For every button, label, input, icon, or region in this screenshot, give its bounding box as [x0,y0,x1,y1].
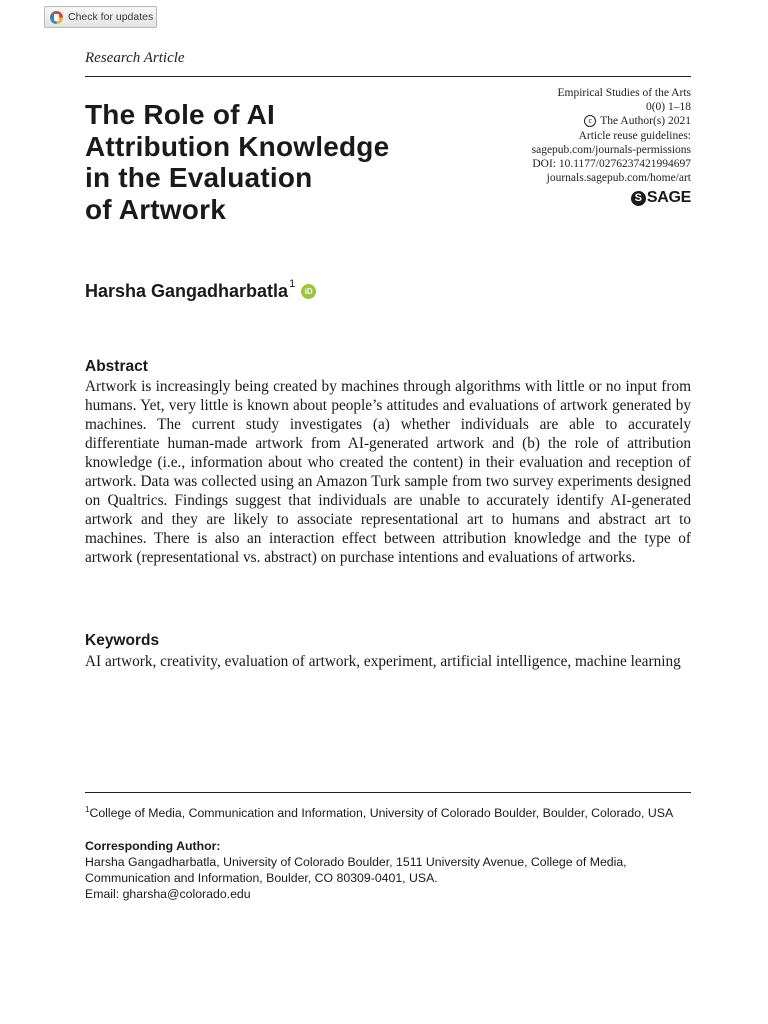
author-affiliation-mark: 1 [289,278,296,290]
header-rule [85,76,691,77]
keywords-text: AI artwork, creativity, evaluation of artwork, experiment, artificial intelligence, machine learning [85,653,681,670]
copyright-line [532,114,691,128]
abstract-heading: Abstract [85,358,148,375]
affiliation-text: College of Media, Communication and Information, University of Colorado Boulder, Boulder, Colorado, USA [89,806,674,821]
copyright-text: The Author(s) 2021 [600,115,691,128]
footnote-rule [85,792,691,793]
journal-home-link[interactable]: journals.sagepub.com/home/art [546,172,691,185]
corresponding-author [85,838,691,902]
journal-name: Empirical Studies of the Arts [557,87,691,99]
title-line: The Role of AI [85,99,275,130]
title-line: Attribution Knowledge [85,130,390,162]
affiliation-footnote [85,802,691,821]
title-line: of Artwork [85,193,226,225]
sage-logo [631,189,691,207]
title-line: in the Evaluation [85,162,313,193]
issue-pages: 0(0) 1–18 [645,101,691,114]
check-for-updates-label: Check for updates [68,11,154,23]
orcid-icon[interactable]: iD [301,284,316,299]
article-title [85,99,475,225]
sage-wordmark: SAGE [646,189,691,206]
reuse-label: Article reuse guidelines: [578,129,691,142]
corresponding-address: Harsha Gangadharbatla, University of Colorado Boulder, 1511 University Avenue, College of Media, Communication and Information, Boulder, CO 80309-0401, USA. [85,855,627,885]
doi-link[interactable]: DOI: 10.1177/0276237421994697 [532,158,691,171]
footnote-mark: 1 [85,805,90,814]
article-type: Research Article [85,50,185,66]
check-for-updates-button[interactable] [44,6,157,28]
author-name: Harsha Gangadharbatla [85,281,289,301]
corresponding-label: Corresponding Author: [85,839,221,853]
reuse-link[interactable]: sagepub.com/journals-permissions [531,143,691,156]
author-line [85,278,316,302]
journal-meta [532,86,691,185]
copyright-icon: c [584,115,596,127]
keywords-heading: Keywords [85,632,160,649]
abstract-text: Artwork is increasingly being created by machines through algorithms with little or no input from humans. Yet, very little is known about people’s attitudes and evaluations of artwork generated by machines. The current study investigates (a) whether individuals are able to accurately differentiate human-made artwork from AI-generated artwork and (b) the role of attribution knowledge (i.e., information about who created the content) in their evaluation and reception of artwork. Data was collected using an Amazon Turk sample from two survey experiments designed on Qualtrics. Findings suggest that individuals are unable to accurately identify AI-generated artwork and they are likely to associate representational art to humans and abstract art to machines. There is also an interaction effect between attribution knowledge and the type of artwork (representational vs. abstract) on purchase intentions and evaluations of artworks. [85,378,691,566]
crossmark-icon [50,11,63,24]
author-email[interactable]: Email: gharsha@colorado.edu [85,887,251,901]
sage-s-icon: S [631,191,646,206]
